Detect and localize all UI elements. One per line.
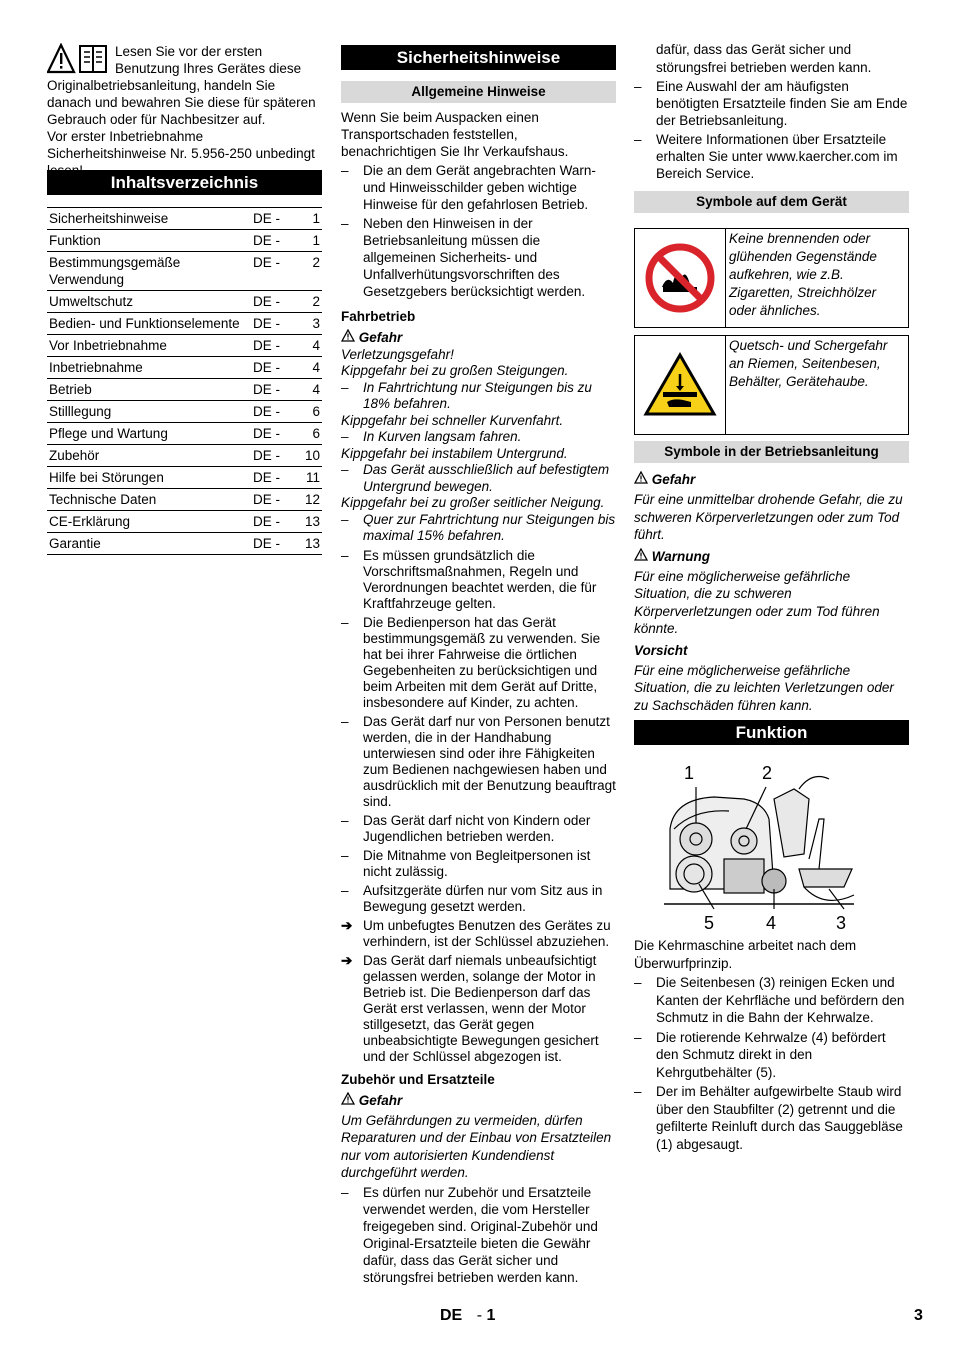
toc-entry-page: 6 (287, 401, 322, 423)
drive-rule-item: – Quer zur Fahrtrichtung nur Steigungen bis maximal 15% befahren. (341, 512, 616, 545)
danger-label: Gefahr (358, 1092, 403, 1108)
toc-row (47, 533, 322, 555)
toc-entry-page: 13 (287, 511, 322, 533)
warning-book-icon (47, 43, 109, 75)
drive-arrow-list (341, 918, 616, 1065)
gefahr-heading: Gefahr (634, 471, 909, 488)
drive-rule-item: – In Kurven langsam fahren. (341, 429, 616, 446)
drive-risk: Kippgefahr bei schneller Kurvenfahrt. (341, 412, 564, 428)
drive-risk: Kippgefahr bei instabilem Untergrund. (341, 445, 568, 461)
symbol-crush-hazard-text: Quetsch- und Schergefahr an Riemen, Seitenbesen, Behälter, Gerätehaube. (729, 338, 888, 389)
toc-entry-title: Inbetriebnahme (47, 357, 251, 379)
figure-label-2: 2 (762, 763, 773, 783)
toc-entry-title: CE-Erklärung (47, 511, 251, 533)
drive-arrow-text: Um unbefugtes Benutzen des Gerätes zu verhindern, ist der Schlüssel abzuziehen. (363, 917, 611, 949)
toc-entry-lang: DE - (251, 252, 287, 291)
funktion-intro: Die Kehrmaschine arbeitet nach dem Überwurfprinzip. (634, 938, 857, 971)
toc-row (47, 445, 322, 467)
intro-icons (47, 43, 109, 77)
safety-column (341, 45, 616, 1286)
drive-risk: Kippgefahr bei zu großer seitlicher Neigung. (341, 495, 605, 510)
symbol-crush-hazard (634, 335, 909, 435)
toc-entry-title: Umweltschutz (47, 291, 251, 313)
toc-entry-lang: DE - (251, 335, 287, 357)
toc-table (47, 207, 322, 555)
toc-entry-title: Funktion (47, 230, 251, 252)
sweeper-drawing (634, 759, 909, 935)
toc-row (47, 335, 322, 357)
toc-row (47, 208, 322, 230)
drive-list-item: – Die Bedienperson hat das Gerät bestimmungsgemäß zu verwenden. Sie hat bei ihrer Fahrweise die örtlichen Gegebenheiten zu berücksichtigen und beim Arbeiten mit dem Gerät auf Dritte, insbesondere auf Kinder, zu achten. (341, 615, 616, 711)
toc-entry-page: 2 (287, 291, 322, 313)
toc-entry-page: 13 (287, 533, 322, 555)
toc-entry-lang: DE - (251, 489, 287, 511)
parts-item-3: – Weitere Informationen über Ersatzteile erhalten Sie unter www.kaercher.com im Bereich Service. (634, 131, 909, 182)
figure-label-5: 5 (704, 913, 715, 933)
toc-entry-lang: DE - (251, 401, 287, 423)
toc-entry-page: 4 (287, 357, 322, 379)
toc-row (47, 489, 322, 511)
toc-entry-title: Bestimmungsgemäße Verwendung (47, 252, 251, 291)
funktion-title: Funktion (634, 720, 909, 745)
toc-entry-page: 2 (287, 252, 322, 291)
warning-triangle-icon (634, 548, 648, 561)
symbols-device-title: Symbole auf dem Gerät (634, 191, 909, 213)
footer-section: 1 (486, 1307, 496, 1324)
toc-entry-title: Betrieb (47, 379, 251, 401)
parts-danger-heading (341, 1092, 616, 1109)
drive-risk: Kippgefahr bei zu großen Steigungen. (341, 363, 569, 378)
toc-entry-lang: DE - (251, 467, 287, 489)
toc-entry-title: Stilllegung (47, 401, 251, 423)
warning-triangle-icon (341, 1092, 355, 1105)
symbol-no-burning (634, 228, 909, 328)
parts-item-2: – Eine Auswahl der am häufigsten benötigten Ersatzteile finden Sie am Ende der Betriebsanleitung. (634, 78, 909, 129)
figure-label-1: 1 (684, 763, 695, 783)
toc-row (47, 401, 322, 423)
toc-entry-page: 1 (287, 208, 322, 230)
funktion-list-item: – Der im Behälter aufgewirbelte Staub wird über den Staubfilter (2) getrennt und die gefilterte Reinluft durch das Sauggebläse (1) abgesaugt. (634, 1083, 909, 1153)
toc-entry-title: Bedien- und Funktionselemente (47, 313, 251, 335)
drive-rules (341, 363, 616, 545)
drive-rule-item: – Das Gerät ausschließlich auf befestigtem Untergrund bewegen. (341, 462, 616, 495)
drive-arrow-item (341, 953, 616, 1065)
drive-list (341, 548, 616, 915)
vorsicht-heading: Vorsicht (634, 642, 688, 658)
general-paragraph: Wenn Sie beim Auspacken einen Transportschaden feststellen, benachrichtigen Sie Ihr Verkaufshaus. (341, 110, 569, 159)
symbol-no-burning-text: Keine brennenden oder glühenden Gegenstände aufkehren, wie z.B. Zigaretten, Streichhölzer oder ähnliches. (729, 231, 877, 318)
toc-row (47, 379, 322, 401)
toc-entry-page: 10 (287, 445, 322, 467)
intro-text: Lesen Sie vor der ersten Benutzung Ihres Gerätes diese Originalbetriebsanleitung, handeln Sie danach und bewahren Sie diese für späteren Gebrauch oder für Nachbesitzer auf. (47, 44, 316, 127)
toc-entry-page: 1 (287, 230, 322, 252)
toc-entry-lang: DE - (251, 445, 287, 467)
general-list-item: – Neben den Hinweisen in der Betriebsanleitung müssen die allgemeinen Sicherheits- und Unfallverhütungsvorschriften des Gesetzgebers berücksichtigt werden. (341, 215, 616, 300)
drive-rule-item: – In Fahrtrichtung nur Steigungen bis zu 18% befahren. (341, 380, 616, 413)
symbols-manual-title: Symbole in der Betriebsanleitung (634, 441, 909, 463)
drive-danger-heading (341, 329, 616, 346)
parts-title: Zubehör und Ersatzteile (341, 1071, 495, 1087)
footer-separator: - (476, 1307, 483, 1324)
warning-triangle-icon (341, 329, 355, 342)
right-column (634, 41, 909, 1153)
general-list (341, 162, 616, 300)
toc-entry-lang: DE - (251, 230, 287, 252)
figure-label-3: 3 (836, 913, 847, 933)
general-list-item: – Die an dem Gerät angebrachten Warn- und Hinweisschilder geben wichtige Hinweise für den gefahrlosen Betrieb. (341, 162, 616, 213)
parts-item-1-continued: dafür, dass das Gerät sicher und störungsfrei betrieben werden kann. (656, 42, 872, 75)
danger-label: Gefahr (358, 330, 403, 345)
toc-entry-title: Zubehör (47, 445, 251, 467)
toc-entry-title: Hilfe bei Störungen (47, 467, 251, 489)
page-number: 3 (914, 1307, 923, 1324)
toc-row (47, 291, 322, 313)
safety-title: Sicherheitshinweise (341, 45, 616, 70)
toc-entry-page: 6 (287, 423, 322, 445)
toc-entry-lang: DE - (251, 357, 287, 379)
toc-entry-title: Sicherheitshinweise (47, 208, 251, 230)
drive-list-item: – Die Mitnahme von Begleitpersonen ist nicht zulässig. (341, 848, 616, 880)
parts-item-1: – Es dürfen nur Zubehör und Ersatzteile verwendet werden, die vom Hersteller freigegeben sind. Original-Zubehör und Original-Ersatzteile bieten die Gewähr dafür, dass das Gerät sicher und störungsfrei betrieben werden kann. (341, 1184, 616, 1286)
drive-list-item: – Aufsitzgeräte dürfen nur vom Sitz aus in Bewegung gesetzt werden. (341, 883, 616, 915)
toc-entry-lang: DE - (251, 291, 287, 313)
toc-entry-page: 11 (287, 467, 322, 489)
toc-section (47, 170, 322, 555)
toc-entry-lang: DE - (251, 313, 287, 335)
toc-row (47, 511, 322, 533)
toc-title: Inhaltsverzeichnis (47, 170, 322, 195)
toc-entry-page: 4 (287, 335, 322, 357)
footer-lang-code: DE (440, 1307, 463, 1324)
toc-row (47, 252, 322, 291)
warnung-text: Für eine möglicherweise gefährliche Situation, die zu schweren Körperverletzungen oder zum Tod führen könnte. (634, 568, 880, 636)
toc-row (47, 467, 322, 489)
toc-entry-lang: DE - (251, 423, 287, 445)
toc-entry-lang: DE - (251, 379, 287, 401)
toc-entry-page: 3 (287, 313, 322, 335)
drive-arrow-item (341, 918, 616, 950)
arrow-right-icon: ➔ (341, 917, 353, 933)
vorsicht-text: Für eine möglicherweise gefährliche Situation, die zu leichten Verletzungen oder zu Sachschäden führen kann. (634, 662, 894, 713)
toc-row (47, 313, 322, 335)
funktion-list-item: – Die Seitenbesen (3) reinigen Ecken und Kanten der Kehrfläche und befördern den Schmutz in die Bahn der Kehrwalze. (634, 974, 909, 1027)
toc-entry-page: 12 (287, 489, 322, 511)
funktion-list-item: – Die rotierende Kehrwalze (4) befördert den Schmutz direkt in den Kehrgutbehälter (5). (634, 1029, 909, 1082)
no-burning-objects-icon (645, 243, 715, 313)
arrow-right-icon: ➔ (341, 952, 353, 968)
toc-entry-lang: DE - (251, 511, 287, 533)
general-title: Allgemeine Hinweise (341, 81, 616, 103)
toc-entry-title: Vor Inbetriebnahme (47, 335, 251, 357)
crush-hazard-icon (643, 352, 717, 418)
toc-row (47, 230, 322, 252)
sweeper-figure (634, 759, 909, 935)
toc-entry-lang: DE - (251, 533, 287, 555)
figure-label-4: 4 (766, 913, 777, 933)
toc-row (47, 423, 322, 445)
drive-list-item: – Das Gerät darf nur von Personen benutzt werden, die in der Handhabung unterwiesen sind oder ihre Fähigkeiten zum Bedienen nachgewiesen haben und ausdrücklich mit der Benutzung beauftragt sind. (341, 714, 616, 810)
funktion-list (634, 974, 909, 1153)
toc-entry-title: Technische Daten (47, 489, 251, 511)
drive-arrow-text: Das Gerät darf niemals unbeaufsichtigt gelassen werden, solange der Motor in Betrieb ist. Die Bedienperson darf das Gerät erst verlassen, wenn der Motor stillgesetzt, das Gerät gegen unbeabsichtigte Bewegungen gesichert und der Schlüssel abgezogen ist. (363, 952, 599, 1064)
toc-entry-page: 4 (287, 379, 322, 401)
drive-list-item: – Das Gerät darf nicht von Kindern oder Jugendlichen betrieben werden. (341, 813, 616, 845)
drive-title: Fahrbetrieb (341, 309, 416, 324)
intro-safety-note: Vor erster Inbetriebnahme Sicherheitshinweise Nr. 5.956-250 unbedingt (47, 129, 315, 161)
footer-lang (440, 1307, 495, 1324)
gefahr-text: Für eine unmittelbar drohende Gefahr, die zu schweren Körperverletzungen oder zum Tod führt. (634, 492, 903, 542)
drive-danger-text: Verletzungsgefahr! (341, 347, 454, 362)
parts-danger-text: Um Gefährdungen zu vermeiden, dürfen Reparaturen und der Einbau von Ersatzteilen nur vom autorisierten Kundendienst durchgeführt werden. (341, 1112, 612, 1180)
toc-row (47, 357, 322, 379)
intro-block (47, 43, 322, 179)
toc-entry-title: Garantie (47, 533, 251, 555)
warnung-heading: Warnung (634, 548, 909, 565)
drive-list-item: – Es müssen grundsätzlich die Vorschriftsmaßnahmen, Regeln und Verordnungen beachtet werden, die für Kraftfahrzeuge gelten. (341, 548, 616, 612)
toc-entry-title: Pflege und Wartung (47, 423, 251, 445)
warning-triangle-icon (634, 471, 648, 484)
toc-entry-lang: DE - (251, 208, 287, 230)
